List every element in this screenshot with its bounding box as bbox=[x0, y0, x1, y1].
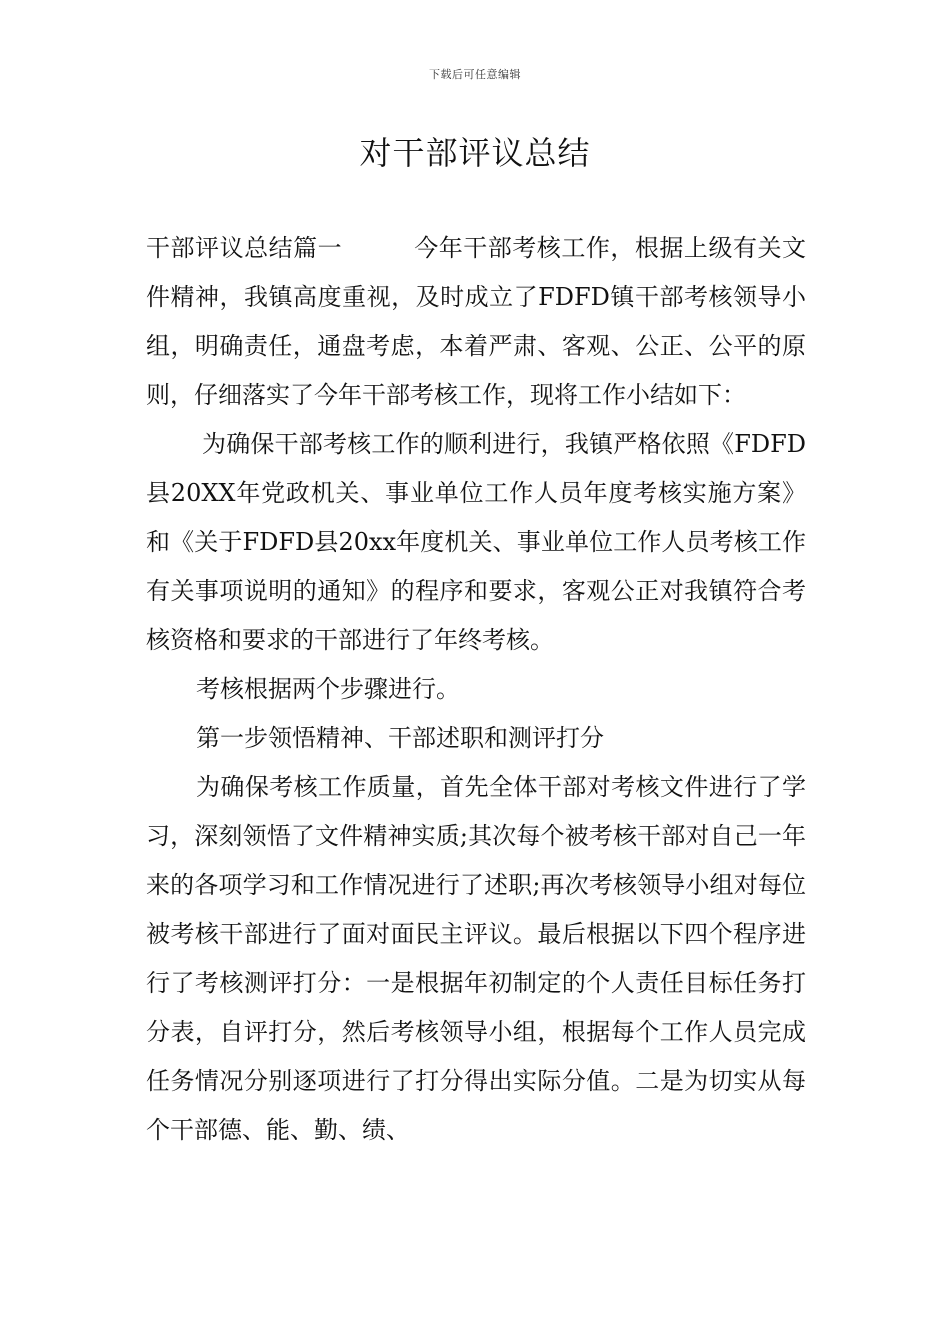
header-note: 下载后可任意编辑 bbox=[429, 68, 521, 81]
paragraph-4: 第一步领悟精神、干部述职和测评打分 bbox=[196, 724, 604, 752]
paragraph-1 bbox=[146, 224, 806, 420]
paragraph-5: 为确保考核工作质量，首先全体干部对考核文件进行了学习，深刻领悟了文件精神实质;其次每个被考核干部对自己一年来的各项学习和工作情况进行了述职;再次考核领导小组对每位被考核干部进行了面对面民主评议。最后根据以下四个程序进行了考核测评打分：一是根据年初制定的个人责任目标任务打分表，自评打分，然后考核领导小组，根据每个工作人员完成任务情况分别逐项进行了打分得出实际分值。二是为切实从每个干部德、能、勤、绩、 bbox=[146, 773, 806, 1144]
paragraph-3: 考核根据两个步骤进行。 bbox=[196, 675, 460, 703]
paragraph-1-text: 今年干部考核工作，根据上级有关文件精神，我镇高度重视，及时成立了FDFD镇干部考核领导小组，明确责任，通盘考虑，本着严肃、客观、公正、公平的原则，仔细落实了今年干部考核工作，现将工作小结如下： bbox=[146, 234, 807, 409]
paragraph-1-lead: 干部评议总结篇一 bbox=[146, 234, 343, 262]
document-title: 对干部评议总结 bbox=[359, 134, 591, 172]
paragraph-2: 为确保干部考核工作的顺利进行，我镇严格依照《FDFD县20XX年党政机关、事业单位工作人员年度考核实施方案》和《关于FDFD县20xx年度机关、事业单位工作人员考核工作有关事项说明的通知》的程序和要求，客观公正对我镇符合考核资格和要求的干部进行了年终考核。 bbox=[146, 430, 806, 654]
document-body bbox=[146, 224, 806, 1155]
